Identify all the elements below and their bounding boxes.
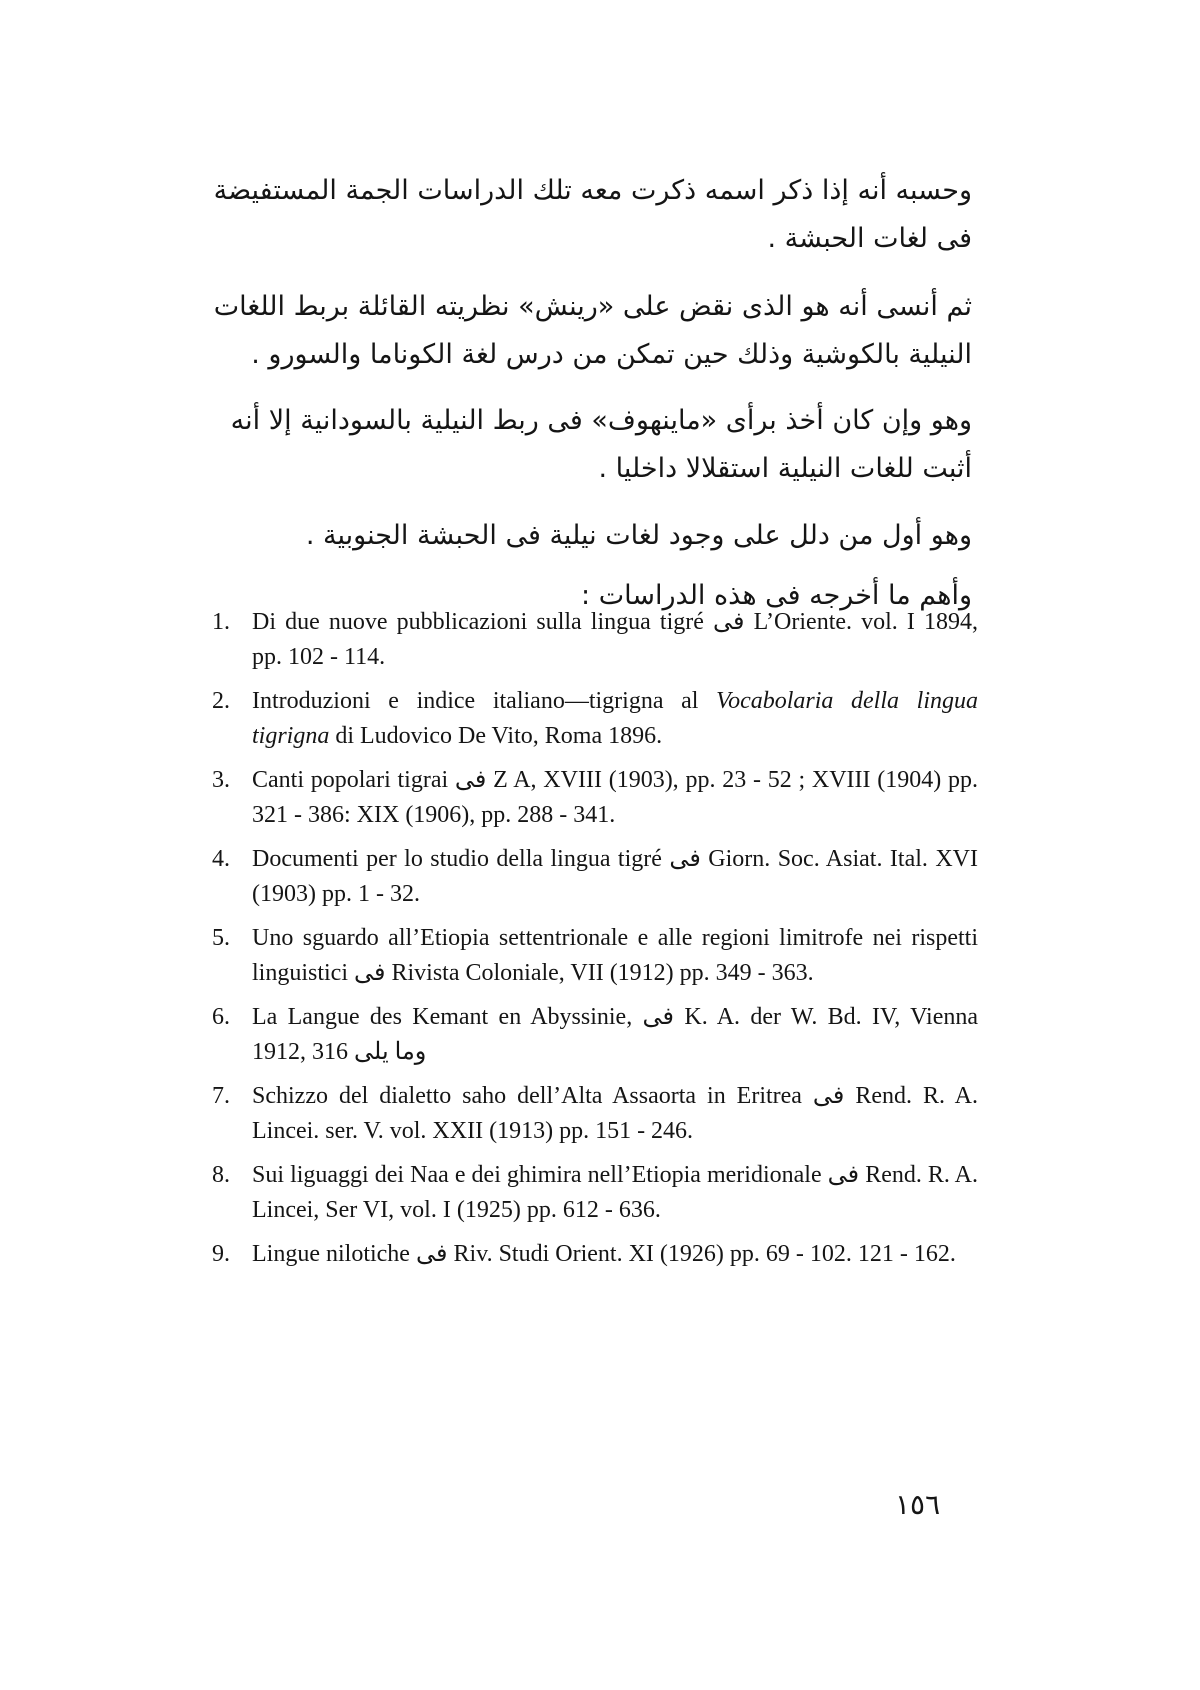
reference-number: 9. — [212, 1241, 230, 1267]
reference-item — [200, 1158, 978, 1228]
reference-item — [200, 842, 978, 912]
page-number: ١٥٦ — [895, 1488, 941, 1521]
reference-item — [200, 1000, 978, 1070]
reference-text: Documenti per lo studio della lingua tigré فى Giorn. Soc. Asiat. Ital. XVI (1903) pp. 1 - 32. — [252, 846, 978, 907]
paragraph-1: وحسبه أنه إذا ذكر اسمه ذكرت معه تلك الدراسات الجمة المستفيضة فى لغات الحبشة . — [213, 175, 972, 254]
reference-item — [200, 763, 978, 833]
reference-text: Sui liguaggi dei Naa e dei ghimira nell’Etiopia meridionale فى Rend. R. A. Lincei, Ser VI, vol. I (1925) pp. 612 - 636. — [252, 1162, 978, 1223]
reference-item — [200, 605, 978, 675]
reference-number: 7. — [212, 1083, 230, 1109]
reference-text: Introduzioni e indice italiano—tigrigna al — [252, 688, 717, 714]
reference-item — [200, 684, 978, 754]
reference-number: 6. — [212, 1004, 230, 1030]
reference-list — [200, 605, 978, 1281]
reference-text: Uno sguardo all’Etiopia settentrionale e alle regioni limitrofe nei rispetti linguistici فى Rivista Coloniale, VII (1912) pp. 349 - 363. — [252, 925, 978, 986]
reference-number: 3. — [212, 767, 230, 793]
reference-number: 4. — [212, 846, 230, 872]
reference-item — [200, 921, 978, 991]
reference-number: 8. — [212, 1162, 230, 1188]
reference-text-end: di Ludovico De Vito, Roma 1896. — [329, 723, 663, 749]
paragraph-3: وهو وإن كان أخذ برأى «ماينهوف» فى ربط النيلية بالسودانية إلا أنه أثبت للغات النيلية استقلالا داخليا . — [230, 405, 972, 484]
reference-text: Schizzo del dialetto saho dell’Alta Assaorta in Eritrea فى Rend. R. A. Lincei. ser. V. vol. XXII (1913) pp. 151 - 246. — [252, 1083, 978, 1144]
paragraph-2: ثم أنسى أنه هو الذى نقض على «رينش» نظريته القائلة بربط اللغات النيلية بالكوشية وذلك حين تمكن من درس لغة الكوناما والسورو . — [213, 291, 972, 370]
reference-text: Di due nuove pubblicazioni sulla lingua tigré فى L’Oriente. vol. I 1894, pp. 102 - 114. — [252, 609, 978, 670]
paragraph-5: وأهم ما أخرجه فى هذه الدراسات : — [581, 580, 972, 611]
reference-number: 5. — [212, 925, 230, 951]
reference-text: Canti popolari tigrai فى Z A, XVIII (1903), pp. 23 - 52 ; XVIII (1904) pp. 321 - 386: XIX (1906), pp. 288 - 341. — [252, 767, 979, 828]
reference-title-italic: Vocabolaria della lingua tigrigna — [252, 688, 978, 749]
reference-item — [200, 1079, 978, 1149]
reference-number: 1. — [212, 609, 230, 635]
reference-text: La Langue des Kemant en Abyssinie, فى K. A. der W. Bd. IV, Vienna 1912, 316 وما يلى — [252, 1004, 978, 1065]
paragraph-4: وهو أول من دلل على وجود لغات نيلية فى الحبشة الجنوبية . — [305, 520, 972, 551]
reference-text: Lingue nilotiche فى Riv. Studi Orient. XI (1926) pp. 69 - 102. 121 - 162. — [252, 1241, 956, 1267]
reference-number: 2. — [212, 688, 230, 714]
reference-item — [200, 1237, 978, 1272]
